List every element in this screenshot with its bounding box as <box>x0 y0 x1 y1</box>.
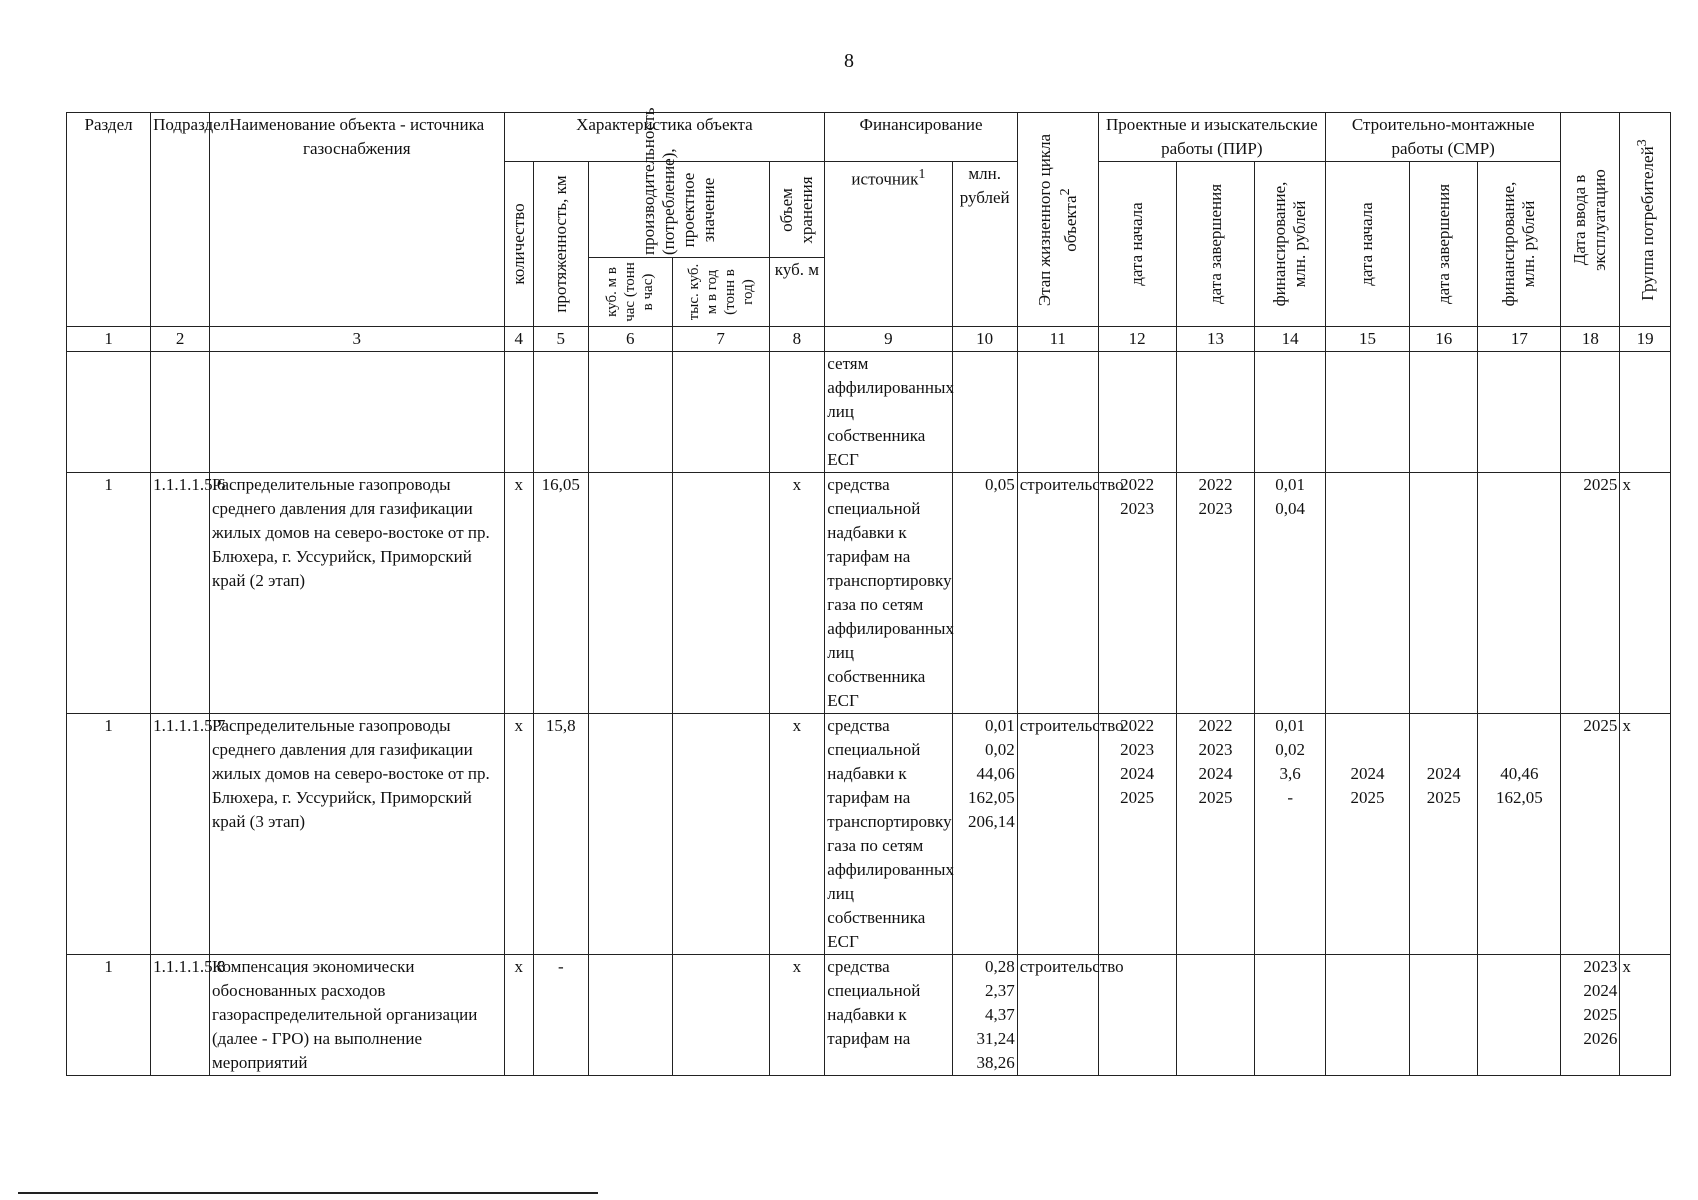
cell-name: Компенсация экономически обоснованных расходов газораспределительной организации (далее - ГРО) на выполнение мероприятий <box>210 955 504 1076</box>
cell-length: - <box>533 955 588 1076</box>
cell-pir-end: 2022 2023 2024 2025 <box>1176 714 1255 955</box>
table-row <box>67 352 1671 473</box>
col-number: 12 <box>1098 327 1176 352</box>
col-number: 19 <box>1620 327 1671 352</box>
header-source: источник$^1$ <box>825 162 952 327</box>
cell-qty: x <box>504 473 533 714</box>
cell-commission <box>1561 352 1620 473</box>
cell-smr-start <box>1325 473 1409 714</box>
header-mln-rub: млн. рублей <box>952 162 1017 327</box>
header-smr-start-date: дата начала <box>1325 162 1409 327</box>
cell-smr-start <box>1325 352 1409 473</box>
cell-hour <box>588 473 672 714</box>
cell-year <box>672 714 769 955</box>
cell-mln: 0,01 0,02 44,06 162,05 206,14 <box>952 714 1017 955</box>
header-pir-financing: финансирование, млн. рублей <box>1255 162 1325 327</box>
footnote-divider <box>18 1192 598 1194</box>
cell-year <box>672 473 769 714</box>
cell-smr-end: 2024 2025 <box>1410 714 1478 955</box>
cell-stage: строительство <box>1017 473 1098 714</box>
col-number: 6 <box>588 327 672 352</box>
cell-razdel: 1 <box>67 955 151 1076</box>
cell-smr-fin <box>1478 473 1561 714</box>
cell-podrazdel: 1.1.1.1.5.8 <box>151 955 210 1076</box>
col-number: 13 <box>1176 327 1255 352</box>
header-consumer-group: Группа потребителей$^3$ <box>1620 113 1671 327</box>
cell-stage: строительство <box>1017 714 1098 955</box>
cell-name: Распределительные газопроводы среднего давления для газификации жилых домов на северо-востоке от пр. Блюхера, г. Уссурийск, Приморский край (3 этап) <box>210 714 504 955</box>
cell-storage: x <box>769 955 825 1076</box>
cell-podrazdel: 1.1.1.1.5.6 <box>151 473 210 714</box>
col-number: 10 <box>952 327 1017 352</box>
col-number: 18 <box>1561 327 1620 352</box>
cell-pir-fin <box>1255 352 1325 473</box>
investment-program-table <box>66 106 1671 1076</box>
cell-group: x <box>1620 955 1671 1076</box>
header-object-name: Наименование объекта - источника газоснабжения <box>210 113 504 327</box>
header-characteristics: Характеристика объекта <box>504 113 825 162</box>
cell-smr-start: 2024 2025 <box>1325 714 1409 955</box>
col-number: 2 <box>151 327 210 352</box>
col-number: 4 <box>504 327 533 352</box>
header-smr-financing: финансирование, млн. рублей <box>1478 162 1561 327</box>
cell-razdel <box>67 352 151 473</box>
header-financing: Финансирование <box>825 113 1017 162</box>
table-row <box>67 955 1671 1076</box>
table-row <box>67 473 1671 714</box>
cell-smr-end <box>1410 473 1478 714</box>
cell-smr-end <box>1410 352 1478 473</box>
cell-commission: 2023 2024 2025 2026 <box>1561 955 1620 1076</box>
cell-hour <box>588 352 672 473</box>
cell-commission: 2025 <box>1561 714 1620 955</box>
header-row-1 <box>67 113 1671 162</box>
col-number: 5 <box>533 327 588 352</box>
header-productivity: производительность (потребление), проектное значение <box>588 162 769 258</box>
cell-hour <box>588 955 672 1076</box>
cell-group <box>1620 352 1671 473</box>
page-number: 8 <box>844 50 854 72</box>
col-number: 3 <box>210 327 504 352</box>
header-commissioning-date: Дата ввода в эксплуатацию <box>1561 113 1620 327</box>
col-number: 9 <box>825 327 952 352</box>
cell-pir-end <box>1176 955 1255 1076</box>
header-smr-end-date: дата завершения <box>1410 162 1478 327</box>
header-razdel: Раздел <box>67 113 151 327</box>
cell-storage: x <box>769 473 825 714</box>
cell-pir-end: 2022 2023 <box>1176 473 1255 714</box>
cell-pir-start: 2022 2023 2024 2025 <box>1098 714 1176 955</box>
column-number-row <box>67 327 1671 352</box>
col-number: 7 <box>672 327 769 352</box>
cell-year <box>672 352 769 473</box>
cell-source: средства специальной надбавки к тарифам на транспортировку газа по сетям аффилированных лиц собственника ЕСГ <box>825 714 952 955</box>
header-length: протяженность, км <box>533 162 588 327</box>
cell-smr-end <box>1410 955 1478 1076</box>
cell-razdel: 1 <box>67 473 151 714</box>
col-number: 14 <box>1255 327 1325 352</box>
cell-source: средства специальной надбавки к тарифам на <box>825 955 952 1076</box>
cell-mln: 0,05 <box>952 473 1017 714</box>
cell-name: Распределительные газопроводы среднего давления для газификации жилых домов на северо-востоке от пр. Блюхера, г. Уссурийск, Приморский край (2 этап) <box>210 473 504 714</box>
cell-name <box>210 352 504 473</box>
cell-length <box>533 352 588 473</box>
cell-source: средства специальной надбавки к тарифам на транспортировку газа по сетям аффилированных лиц собственника ЕСГ <box>825 473 952 714</box>
cell-pir-start: 2022 2023 <box>1098 473 1176 714</box>
table-row <box>67 714 1671 955</box>
cell-year <box>672 955 769 1076</box>
cell-mln <box>952 352 1017 473</box>
cell-podrazdel: 1.1.1.1.5.7 <box>151 714 210 955</box>
header-unit-per-hour: куб. м в час (тонн в час) <box>588 258 672 327</box>
header-unit-per-year: тыс. куб. м в год (тонн в год) <box>672 258 769 327</box>
cell-pir-start <box>1098 352 1176 473</box>
header-pir-end-date: дата завершения <box>1176 162 1255 327</box>
col-number: 16 <box>1410 327 1478 352</box>
table-body <box>67 352 1671 1076</box>
col-number: 15 <box>1325 327 1409 352</box>
cell-source: сетям аффилированных лиц собственника ЕСГ <box>825 352 952 473</box>
cell-razdel: 1 <box>67 714 151 955</box>
cell-smr-fin: 40,46 162,05 <box>1478 714 1561 955</box>
cell-commission: 2025 <box>1561 473 1620 714</box>
header-storage-volume: объем хранения <box>769 162 825 258</box>
col-number: 8 <box>769 327 825 352</box>
header-quantity: количество <box>504 162 533 327</box>
col-number: 1 <box>67 327 151 352</box>
cell-pir-fin: 0,01 0,02 3,6 - <box>1255 714 1325 955</box>
col-number: 11 <box>1017 327 1098 352</box>
header-smr: Строительно-монтажные работы (СМР) <box>1325 113 1561 162</box>
header-pir: Проектные и изыскательские работы (ПИР) <box>1098 113 1325 162</box>
cell-group: x <box>1620 473 1671 714</box>
cell-qty: x <box>504 955 533 1076</box>
header-pir-start-date: дата начала <box>1098 162 1176 327</box>
cell-group: x <box>1620 714 1671 955</box>
cell-mln: 0,28 2,37 4,37 31,24 38,26 <box>952 955 1017 1076</box>
cell-pir-fin <box>1255 955 1325 1076</box>
cell-podrazdel <box>151 352 210 473</box>
header-podrazdel: Подраздел <box>151 113 210 327</box>
cell-stage <box>1017 352 1098 473</box>
col-number: 17 <box>1478 327 1561 352</box>
cell-length: 15,8 <box>533 714 588 955</box>
cell-storage: x <box>769 714 825 955</box>
cell-smr-fin <box>1478 352 1561 473</box>
cell-qty: x <box>504 714 533 955</box>
cell-smr-start <box>1325 955 1409 1076</box>
cell-hour <box>588 714 672 955</box>
cell-stage: строительство <box>1017 955 1098 1076</box>
header-lifecycle-stage: Этап жизненного цикла объекта$^2$ <box>1017 113 1098 327</box>
cell-storage <box>769 352 825 473</box>
cell-qty <box>504 352 533 473</box>
cell-pir-end <box>1176 352 1255 473</box>
cell-smr-fin <box>1478 955 1561 1076</box>
cell-length: 16,05 <box>533 473 588 714</box>
header-unit-storage: куб. м <box>769 258 825 327</box>
cell-pir-fin: 0,01 0,04 <box>1255 473 1325 714</box>
